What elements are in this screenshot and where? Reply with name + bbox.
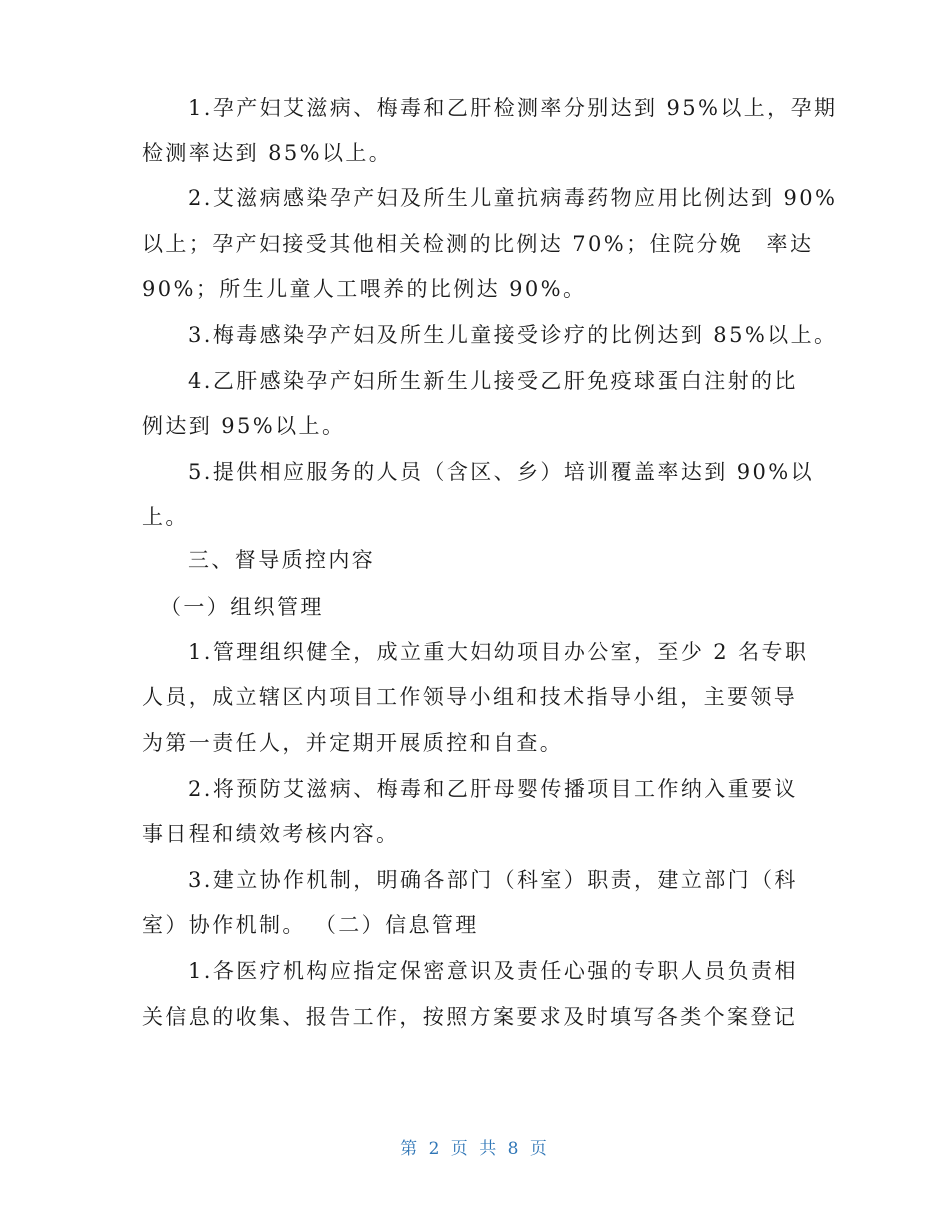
paragraph-line: 1.孕产妇艾滋病、梅毒和乙肝检测率分别达到 95%以上，孕期 bbox=[188, 96, 838, 120]
paragraph-line: 3.建立协作机制，明确各部门（科室）职责，建立部门（科 bbox=[188, 868, 798, 892]
paragraph-line: 3.梅毒感染孕产妇及所生儿童接受诊疗的比例达到 85%以上。 bbox=[188, 323, 838, 347]
paragraph-line: 5.提供相应服务的人员（含区、乡）培训覆盖率达到 90%以 bbox=[188, 460, 814, 484]
paragraph-line: 上。 bbox=[142, 505, 189, 529]
paragraph-line: 1.各医疗机构应指定保密意识及责任心强的专职人员负责相 bbox=[188, 959, 798, 983]
paragraph-line: 90%；所生儿童人工喂养的比例达 90%。 bbox=[142, 277, 587, 301]
paragraph-line: 2.将预防艾滋病、梅毒和乙肝母婴传播项目工作纳入重要议 bbox=[188, 777, 798, 801]
paragraph-line: 以上；孕产妇接受其他相关检测的比例达 70%；住院分娩 率达 bbox=[142, 232, 814, 256]
paragraph-line: 4.乙肝感染孕产妇所生新生儿接受乙肝免疫球蛋白注射的比 bbox=[188, 369, 798, 393]
paragraph-line: 关信息的收集、报告工作，按照方案要求及时填写各类个案登记 bbox=[142, 1005, 798, 1029]
page-number-footer: 第 2 页 共 8 页 bbox=[400, 1139, 550, 1159]
paragraph-line: 人员，成立辖区内项目工作领导小组和技术指导小组，主要领导 bbox=[142, 685, 798, 709]
paragraph-line: 例达到 95%以上。 bbox=[142, 414, 346, 438]
subsection-heading: （一）组织管理 bbox=[160, 595, 324, 619]
paragraph-line: 事日程和绩效考核内容。 bbox=[142, 822, 400, 846]
paragraph-line: 检测率达到 85%以上。 bbox=[142, 141, 393, 165]
paragraph-line: 2.艾滋病感染孕产妇及所生儿童抗病毒药物应用比例达到 90% bbox=[188, 186, 838, 210]
paragraph-line: 1.管理组织健全，成立重大妇幼项目办公室，至少 2 名专职 bbox=[188, 640, 809, 664]
paragraph-line: 为第一责任人，并定期开展质控和自查。 bbox=[142, 731, 564, 755]
paragraph-line: 室）协作机制。 （二）信息管理 bbox=[142, 913, 479, 937]
section-heading: 三、督导质控内容 bbox=[188, 548, 376, 572]
